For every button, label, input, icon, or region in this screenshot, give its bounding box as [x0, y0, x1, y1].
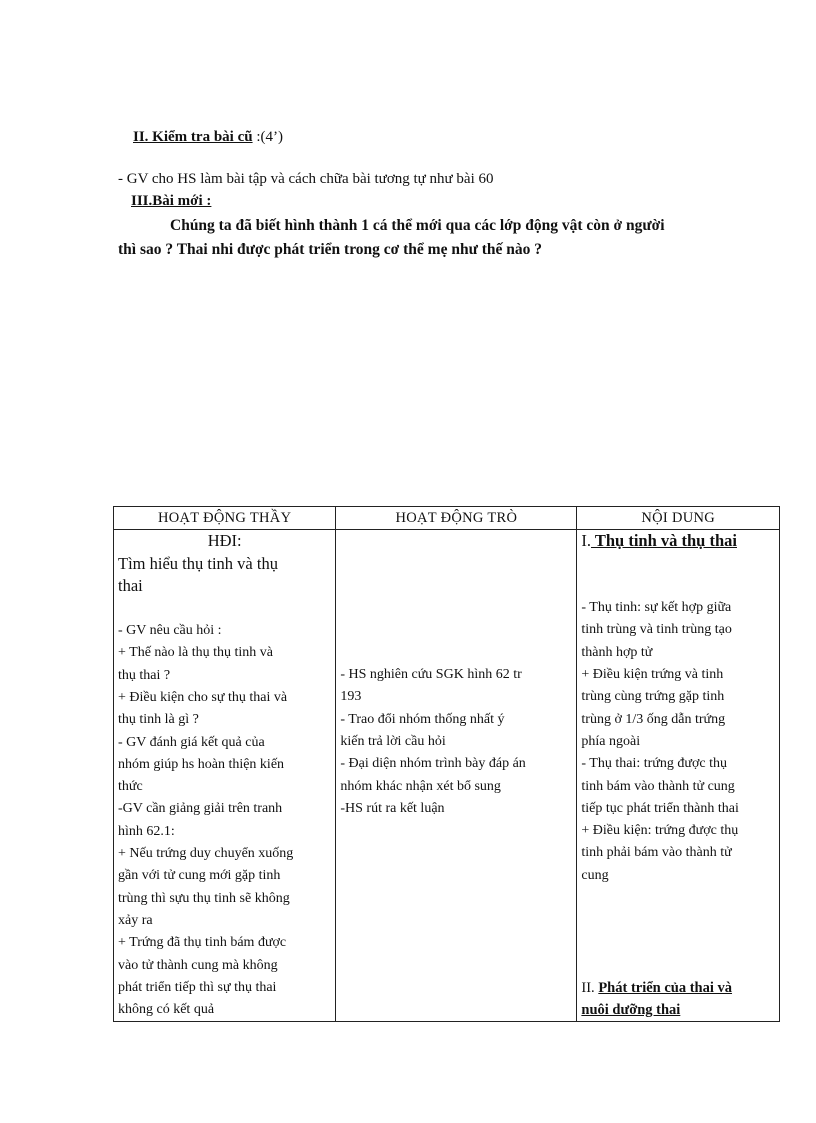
content-line: - Thụ thai: trứng được thụ [581, 756, 727, 772]
teacher-line: - GV đánh giá kết quả của [118, 734, 265, 750]
content-line: thành hợp tử [581, 644, 653, 660]
review-task: - GV cho HS làm bài tập và cách chữa bài tương tự như bài 60 [118, 171, 494, 187]
teacher-line: + Nếu trứng duy chuyển xuống [118, 846, 294, 862]
teacher-line: vào tử thành cung mà không [118, 957, 278, 973]
teacher-cell [114, 530, 336, 1022]
teacher-line: + Trứng đã thụ tinh bám được [118, 935, 287, 951]
review-heading-text: II. Kiểm tra bài cũ [133, 129, 253, 145]
content-line: cung [581, 867, 609, 883]
teacher-line: thụ tinh là gì ? [118, 712, 199, 728]
student-line: - Trao đổi nhóm thống nhất ý [340, 711, 505, 727]
header-content: NỘI DUNG [577, 507, 780, 530]
new-lesson-heading: III.Bài mới : [131, 193, 212, 209]
teacher-line: thụ thai ? [118, 667, 171, 683]
teacher-line: xảy ra [118, 912, 153, 928]
teacher-line: gần với tử cung mới gặp tinh [118, 868, 281, 884]
section-1-prefix: I. [581, 531, 592, 551]
header-teacher: HOẠT ĐỘNG THẦY [114, 507, 336, 530]
content-line: + Điều kiện trứng và tinh [581, 667, 724, 683]
student-line: 193 [340, 689, 362, 705]
content-line: + Điều kiện: trứng được thụ [581, 823, 739, 839]
content-line: tinh phải bám vào thành tử [581, 845, 732, 861]
teacher-line: không có kết quả [118, 1002, 215, 1018]
lesson-table [113, 506, 780, 1022]
review-heading [133, 129, 283, 146]
spacer [118, 598, 331, 620]
activity-label: HĐI: [207, 531, 242, 551]
activity-title-line-1: Tìm hiểu thụ tinh và thụ [118, 553, 278, 573]
section-2-title-line-2: nuôi dưỡng thai [581, 1002, 681, 1019]
teacher-line: hình 62.1: [118, 823, 175, 839]
content-line: - Thụ tinh: sự kết hợp giữa [581, 600, 732, 616]
student-line: - HS nghiên cứu SGK hình 62 tr [340, 667, 522, 683]
content-line: tinh bám vào thành tử cung [581, 778, 735, 794]
teacher-line: + Điều kiện cho sự thụ thai và [118, 689, 288, 705]
teacher-line: + Thế nào là thụ thụ tinh và [118, 645, 273, 661]
section-2-title-line-1: Phát triển của thai và [598, 980, 733, 997]
content-line: trùng ở 1/3 ống dẫn trứng [581, 711, 726, 727]
section-1-title: Thụ tinh và thụ thai [591, 531, 737, 551]
header-student: HOẠT ĐỘNG TRÒ [336, 507, 577, 530]
student-line: -HS rút ra kết luận [340, 800, 445, 816]
student-cell [336, 530, 577, 1022]
teacher-line: trùng thì sựu thụ tinh sẽ không [118, 890, 290, 906]
teacher-line: nhóm giúp hs hoàn thiện kiến [118, 756, 285, 772]
section-2-prefix: II. [581, 980, 595, 997]
content-line: tinh trùng và tinh trùng tạo [581, 622, 732, 638]
content-line: trùng cùng trứng gặp tinh [581, 689, 725, 705]
content-cell [577, 530, 780, 1022]
intro-line-1: Chúng ta đã biết hình thành 1 cá thể mới qua các lớp động vật còn ở người [170, 217, 665, 234]
teacher-line: thức [118, 779, 143, 795]
teacher-line: phát triển tiếp thì sự thụ thai [118, 979, 277, 995]
intro-line-2: thì sao ? Thai nhi được phát triển trong cơ thể mẹ như thế nào ? [118, 241, 543, 258]
table-header-row [114, 507, 780, 530]
content-line: phía ngoài [581, 733, 641, 749]
student-line: kiến trả lời cầu hỏi [340, 733, 446, 749]
teacher-line: -GV cần giảng giải trên tranh [118, 801, 283, 817]
table-body-row [114, 530, 780, 1022]
content-line: tiếp tục phát triển thành thai [581, 800, 739, 816]
student-line: - Đại diện nhóm trình bày đáp án [340, 756, 526, 772]
teacher-line: - GV nêu cầu hỏi : [118, 623, 222, 639]
section-2-heading [581, 977, 732, 1021]
activity-title-line-2: thai [118, 576, 143, 596]
student-line: nhóm khác nhận xét bổ sung [340, 778, 501, 794]
review-duration: :(4’) [256, 129, 283, 145]
section-1-heading [581, 530, 775, 552]
